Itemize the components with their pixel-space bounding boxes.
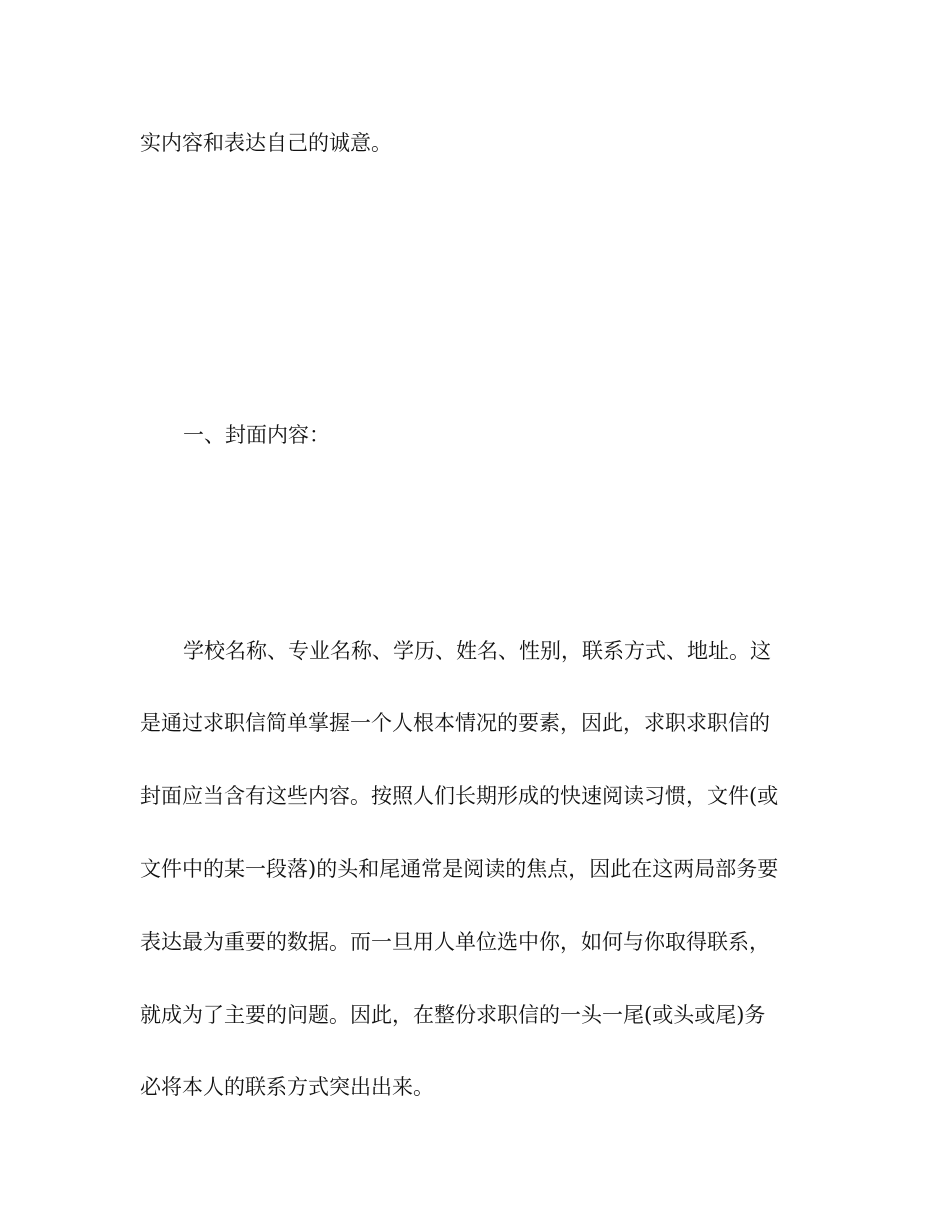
paragraph-line: 必将本人的联系方式突出出来。: [140, 1075, 434, 1099]
paragraph-line: 封面应当含有这些内容。按照人们长期形成的快速阅读习惯，文件(或: [140, 784, 779, 808]
paragraph-line: 是通过求职信简单掌握一个人根本情况的要素，因此，求职求职信的: [140, 711, 770, 735]
paragraph-line: 学校名称、专业名称、学历、姓名、性别，联系方式、地址。这: [183, 639, 771, 663]
paragraph-line: 文件中的某一段落)的头和尾通常是阅读的焦点，因此在这两局部务要: [140, 857, 779, 881]
paragraph-line: 就成为了主要的问题。因此，在整份求职信的一头一尾(或头或尾)务: [140, 1003, 766, 1027]
paragraph-line: 表达最为重要的数据。而一旦用人单位选中你，如何与你取得联系，: [140, 930, 770, 954]
paragraph-line: 实内容和表达自己的诚意。: [140, 131, 392, 155]
section-heading: 一、封面内容：: [183, 423, 330, 447]
